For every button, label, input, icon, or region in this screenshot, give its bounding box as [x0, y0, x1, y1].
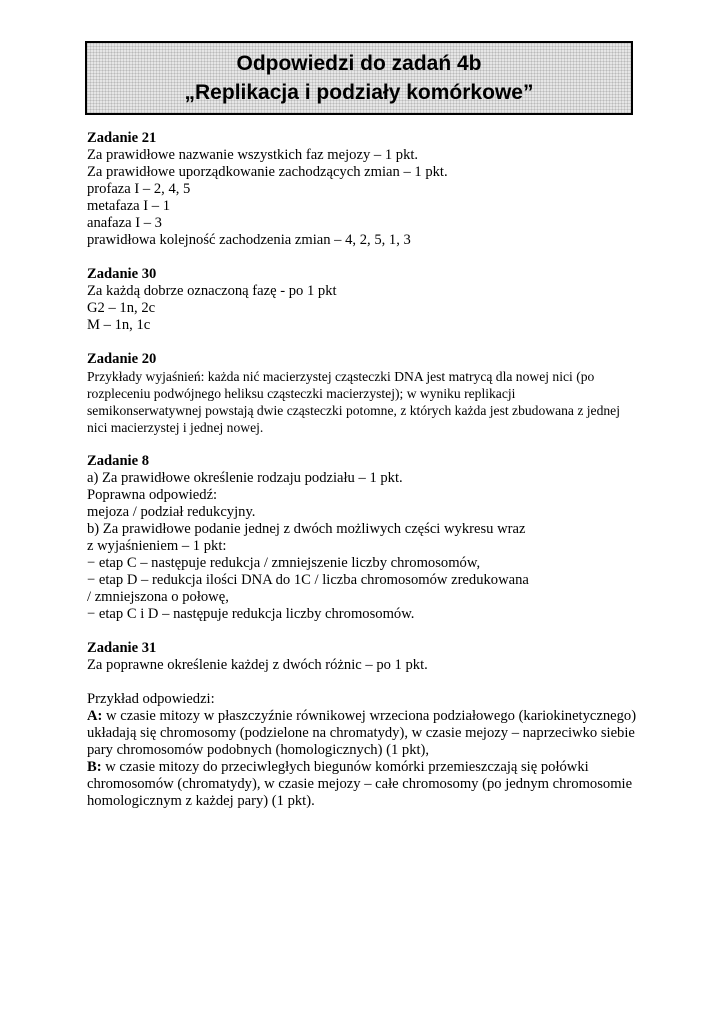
text-line: Poprawna odpowiedź: — [87, 487, 218, 503]
section-zadanie-31 — [87, 640, 647, 674]
text-line: rozpleceniu podwójnego heliksu cząsteczki macierzystej); w wyniku replikacji — [87, 386, 516, 401]
bullet-item: − etap C i D – następuje redukcja liczby chromosomów. — [87, 606, 647, 623]
text-line: Przykłady wyjaśnień: każda nić macierzystej cząsteczki DNA jest matrycą dla nowej nici (po — [87, 369, 595, 384]
page-title: Odpowiedzi do zadań 4b — [236, 52, 482, 75]
text-line: Przykład odpowiedzi: — [87, 691, 215, 707]
text-line: G2 – 1n, 2c — [87, 300, 156, 316]
bullet-item: − etap C – następuje redukcja / zmniejszenie liczby chromosomów, — [87, 555, 647, 572]
section-heading: Zadanie 31 — [87, 640, 157, 656]
text-line: Za prawidłowe uporządkowanie zachodzących zmian – 1 pkt. — [87, 164, 448, 180]
section-zadanie-30 — [87, 266, 647, 334]
label-b: B: — [87, 759, 102, 775]
text-line: nici macierzystej i jednej nowej. — [87, 420, 264, 435]
label-a: A: — [87, 708, 103, 724]
bullet-item: − etap D – redukcja ilości DNA do 1C / liczba chromosomów zredukowana — [87, 572, 647, 589]
text-line: profaza I – 2, 4, 5 — [87, 181, 191, 197]
text-line: homologicznym z każdej pary) (1 pkt). — [87, 793, 315, 809]
text-line: semikonserwatywnej powstają dwie cząsteczki potomne, z których każda jest zbudowana z jednej — [87, 403, 620, 418]
section-heading: Zadanie 8 — [87, 453, 150, 469]
text-line — [87, 708, 647, 725]
section-heading: Zadanie 20 — [87, 351, 157, 367]
text-line: M – 1n, 1c — [87, 317, 151, 333]
text-line: a) Za prawidłowe określenie rodzaju podziału – 1 pkt. — [87, 470, 403, 486]
text-line: układają się chromosomy (podzielone na chromatydy), w czasie mejozy – naprzeciwko siebie — [87, 725, 635, 741]
text-line: metafaza I – 1 — [87, 198, 171, 214]
text-line: b) Za prawidłowe podanie jednej z dwóch możliwych części wykresu wraz — [87, 521, 526, 537]
text-line: Za każdą dobrze oznaczoną fazę - po 1 pkt — [87, 283, 337, 299]
section-zadanie-8 — [87, 453, 647, 623]
text-line: mejoza / podział redukcyjny. — [87, 504, 256, 520]
section-zadanie-20 — [87, 351, 647, 436]
text-span: w czasie mitozy do przeciwległych biegunów komórki przemieszczają się połówki — [101, 759, 589, 775]
text-line: Za poprawne określenie każdej z dwóch różnic – po 1 pkt. — [87, 657, 428, 673]
text-line: anafaza I – 3 — [87, 215, 162, 231]
text-line: pary chromosomów podobnych (homologicznych) (1 pkt), — [87, 742, 430, 758]
text-line: prawidłowa kolejność zachodzenia zmian – 4, 2, 5, 1, 3 — [87, 232, 411, 248]
section-zadanie-21 — [87, 130, 647, 249]
answer-content — [87, 130, 647, 827]
text-line: / zmniejszona o połowę, — [87, 589, 229, 605]
text-span: w czasie mitozy w płaszczyźnie równikowej wrzeciona podziałowego (kariokinetycznego) — [102, 708, 637, 724]
page-subtitle: „Replikacja i podziały komórkowe” — [184, 81, 534, 104]
section-example-answer — [87, 691, 647, 810]
section-heading: Zadanie 30 — [87, 266, 157, 282]
text-line: Za prawidłowe nazwanie wszystkich faz mejozy – 1 pkt. — [87, 147, 419, 163]
text-line — [87, 759, 647, 776]
text-line: z wyjaśnieniem – 1 pkt: — [87, 538, 227, 554]
section-heading: Zadanie 21 — [87, 130, 157, 146]
text-line: chromosomów (chromatydy), w czasie mejozy – całe chromosomy (po jednym chromosomie — [87, 776, 633, 792]
title-box — [85, 41, 633, 115]
